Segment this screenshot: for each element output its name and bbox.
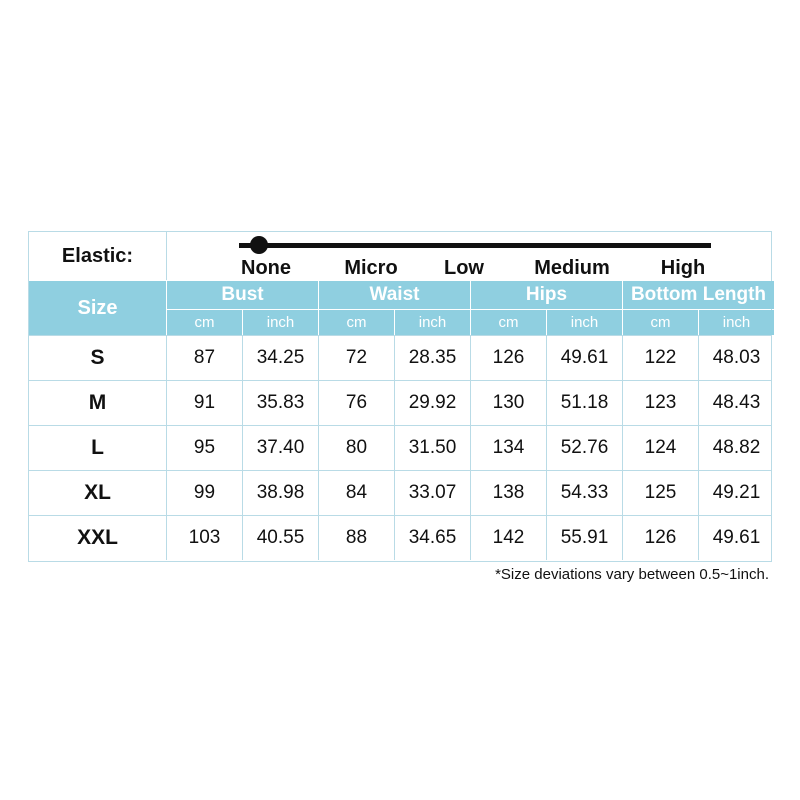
unit-header-inch: inch (698, 310, 774, 335)
unit-header-cm: cm (470, 310, 546, 335)
unit-header-inch: inch (394, 310, 470, 335)
table-row (29, 515, 771, 560)
value-cell: 48.82 (698, 426, 774, 470)
value-cell: 54.33 (546, 471, 622, 515)
value-cell: 76 (318, 381, 394, 425)
size-cell: L (91, 436, 104, 459)
size-column-header: Size (29, 281, 166, 335)
value-cell: 95 (166, 426, 242, 470)
unit-header-inch: inch (546, 310, 622, 335)
value-cell: 126 (622, 516, 698, 560)
group-header-bust: Bust (166, 281, 318, 309)
elastic-level-none: None (241, 257, 291, 279)
value-cell: 40.55 (242, 516, 318, 560)
value-cell: 34.65 (394, 516, 470, 560)
value-cell: 124 (622, 426, 698, 470)
size-cell: S (90, 346, 105, 369)
table-row (29, 335, 771, 380)
size-cell: XXL (77, 526, 118, 549)
elastic-level-micro: Micro (344, 257, 398, 279)
elastic-level-medium: Medium (534, 257, 610, 279)
value-cell: 88 (318, 516, 394, 560)
group-header-bottom-length: Bottom Length (622, 281, 774, 309)
unit-header-inch: inch (242, 310, 318, 335)
value-cell: 80 (318, 426, 394, 470)
value-cell: 123 (622, 381, 698, 425)
value-cell: 84 (318, 471, 394, 515)
value-cell: 29.92 (394, 381, 470, 425)
unit-header-cm: cm (166, 310, 242, 335)
group-header-waist: Waist (318, 281, 470, 309)
value-cell: 48.43 (698, 381, 774, 425)
elastic-level-marker (250, 236, 268, 254)
value-cell: 49.61 (546, 336, 622, 380)
value-cell: 52.76 (546, 426, 622, 470)
table-row (29, 470, 771, 515)
value-cell: 91 (166, 381, 242, 425)
value-cell: 103 (166, 516, 242, 560)
value-cell: 126 (470, 336, 546, 380)
unit-header-cm: cm (622, 310, 698, 335)
table-row (29, 380, 771, 425)
value-cell: 37.40 (242, 426, 318, 470)
value-cell: 99 (166, 471, 242, 515)
value-cell: 142 (470, 516, 546, 560)
value-cell: 49.61 (698, 516, 774, 560)
value-cell: 35.83 (242, 381, 318, 425)
value-cell: 122 (622, 336, 698, 380)
value-cell: 28.35 (394, 336, 470, 380)
elastic-level-low: Low (444, 257, 484, 279)
value-cell: 130 (470, 381, 546, 425)
size-cell: M (88, 391, 107, 414)
value-cell: 34.25 (242, 336, 318, 380)
value-cell: 48.03 (698, 336, 774, 380)
value-cell: 138 (470, 471, 546, 515)
elastic-level-high: High (660, 257, 706, 279)
value-cell: 134 (470, 426, 546, 470)
size-deviation-note: *Size deviations vary between 0.5~1inch. (495, 566, 769, 583)
value-cell: 87 (166, 336, 242, 380)
value-cell: 55.91 (546, 516, 622, 560)
size-cell: XL (84, 481, 111, 504)
value-cell: 49.21 (698, 471, 774, 515)
value-cell: 51.18 (546, 381, 622, 425)
value-cell: 38.98 (242, 471, 318, 515)
unit-header-cm: cm (318, 310, 394, 335)
value-cell: 31.50 (394, 426, 470, 470)
elastic-label: Elastic: (29, 232, 167, 280)
value-cell: 33.07 (394, 471, 470, 515)
elastic-scale (166, 232, 771, 280)
value-cell: 72 (318, 336, 394, 380)
group-header-hips: Hips (470, 281, 622, 309)
table-row (29, 425, 771, 470)
value-cell: 125 (622, 471, 698, 515)
elastic-scale-line (239, 243, 711, 248)
